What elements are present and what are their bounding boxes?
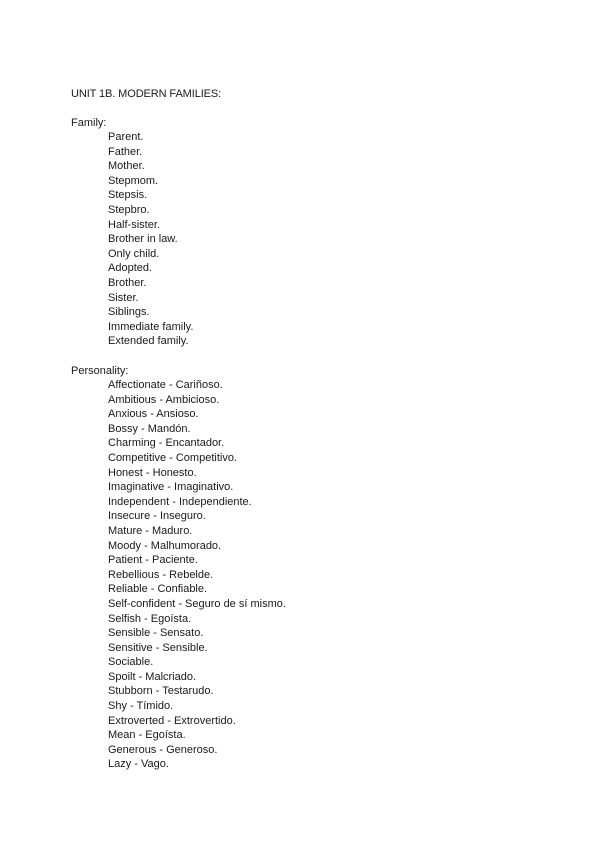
personality-section-label: Personality:	[71, 365, 129, 377]
family-section-label: Family:	[71, 117, 107, 129]
list-item-text: Stepmom.	[108, 174, 159, 187]
list-item-text: Immediate family.	[108, 320, 194, 333]
list-item-text: Patient - Paciente.	[108, 554, 198, 567]
list-item-text: Adopted.	[108, 262, 153, 275]
list-item-text: Insecure - Inseguro.	[108, 510, 206, 523]
list-item-text: Stubborn - Testarudo.	[108, 685, 214, 698]
list-item-text: Sensitive - Sensible.	[108, 641, 208, 654]
list-item-text: Competitive - Competitivo.	[108, 451, 237, 464]
list-item-text: Stepbro.	[108, 203, 150, 216]
list-item-text: Mean - Egoísta.	[108, 729, 186, 742]
page-title: UNIT 1B. MODERN FAMILIES:	[71, 88, 222, 100]
list-item-text: Stepsis.	[108, 189, 148, 202]
list-item-text: Sister.	[108, 291, 139, 304]
list-item-text: Imaginative - Imaginativo.	[108, 481, 234, 494]
list-item-text: Extended family.	[108, 335, 189, 348]
list-item-text: Extroverted - Extrovertido.	[108, 714, 236, 727]
list-item-text: Anxious - Ansioso.	[108, 408, 199, 421]
list-item-text: Siblings.	[108, 306, 150, 319]
list-item-text: Only child.	[108, 247, 160, 260]
list-item-text: Moody - Malhumorado.	[108, 539, 222, 552]
list-item-text: Independent - Independiente.	[108, 495, 252, 508]
list-item-text: Mother.	[108, 160, 145, 173]
list-item-text: Brother in law.	[108, 233, 178, 246]
list-item-text: Lazy - Vago.	[108, 758, 169, 771]
list-item-text: Reliable - Confiable.	[108, 583, 208, 596]
list-item-text: Selfish - Egoísta.	[108, 612, 192, 625]
list-item-text: Parent.	[108, 131, 144, 143]
list-item-text: Ambitious - Ambicioso.	[108, 393, 220, 406]
list-item-text: Honest - Honesto.	[108, 466, 197, 479]
list-item-text: Charming - Encantador.	[108, 437, 225, 450]
list-item-text: Half-sister.	[108, 218, 160, 231]
list-item-text: Spoilt - Malcriado.	[108, 670, 197, 683]
list-item-text: Shy - Tímido.	[108, 700, 174, 713]
list-item-text: Bossy - Mandón.	[108, 422, 191, 435]
list-item-text: Sensible - Sensato.	[108, 627, 204, 640]
list-item-text: Mature - Maduro.	[108, 524, 193, 537]
list-item-text: Father.	[108, 145, 143, 158]
list-item-text: Self-confident - Seguro de sí mismo.	[108, 597, 286, 610]
list-item-text: Sociable.	[108, 656, 154, 669]
list-item-text: Rebellious - Rebelde.	[108, 568, 214, 581]
list-item-text: Brother.	[108, 276, 147, 289]
list-item-text: Generous - Generoso.	[108, 743, 218, 756]
list-item-text: Affectionate - Cariñoso.	[108, 379, 223, 391]
